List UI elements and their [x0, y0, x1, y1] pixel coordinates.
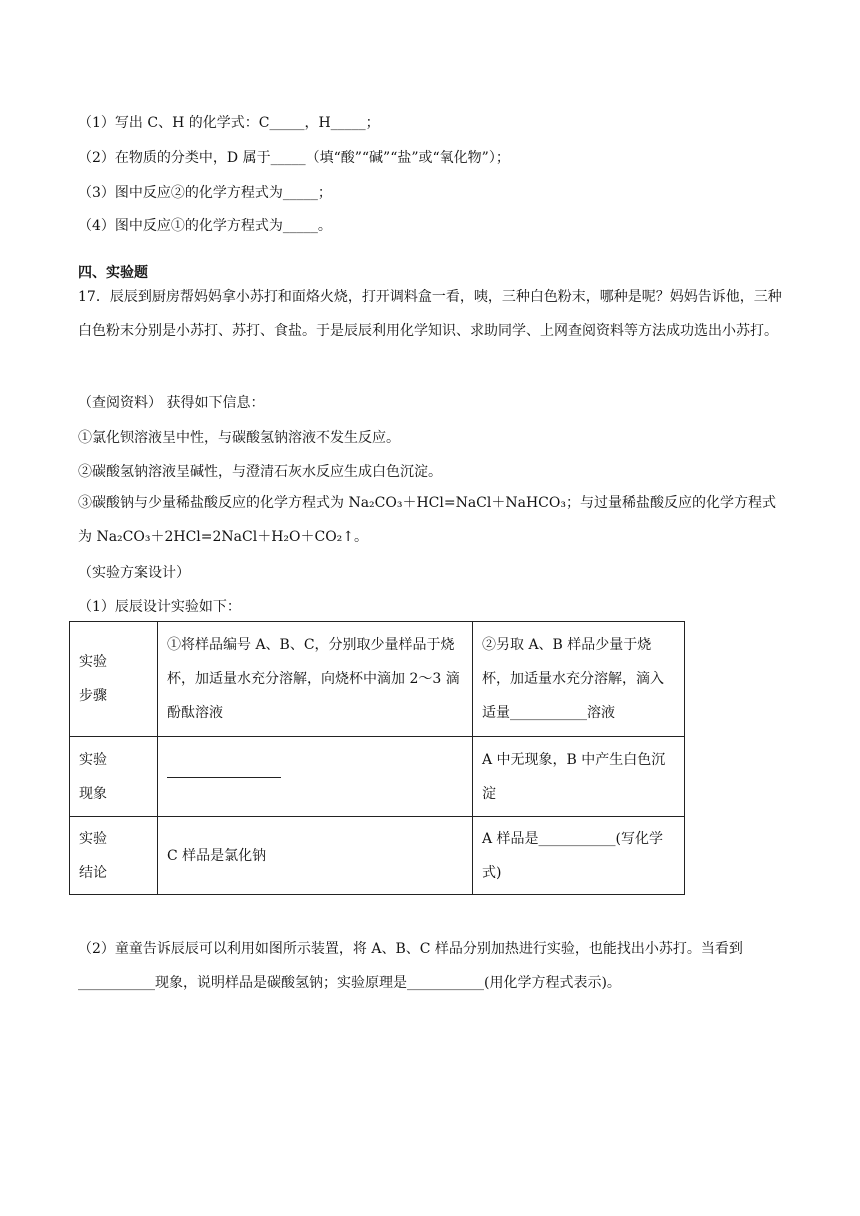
- table-header-conclusion: 实验 结论: [70, 817, 158, 895]
- part1-label: （1）辰辰设计实验如下：: [78, 599, 241, 615]
- question-17-intro: 17．辰辰到厨房帮妈妈拿小苏打和面烙火烧，打开调料盒一看，咦，三种白色粉末，哪种是呢？妈妈告诉他，三种白色粉末分别是小苏打、苏打、食盐。于是辰辰利用化学知识、求助同学、上网查阅资料等方法成功选出小苏打。: [78, 289, 782, 339]
- table-row: [70, 622, 685, 737]
- table-cell-conclusion-2: A 样品是___________(写化学式): [473, 817, 685, 895]
- table-cell-steps-1: ①将样品编号 A、B、C，分别取少量样品于烧杯，加适量水充分溶解，向烧杯中滴加 2～3 滴酚酞溶液: [158, 622, 473, 737]
- table-cell-conclusion-1: C 样品是氯化钠: [158, 817, 473, 895]
- question-16-part-2: （2）在物质的分类中，D 属于_____（填“酸”“碱”“盐”或“氧化物”）；: [78, 150, 510, 166]
- question-16-part-4: （4）图中反应①的化学方程式为_____。: [78, 218, 332, 234]
- part2-text: （2）童童告诉辰辰可以利用如图所示装置，将 A、B、C 样品分别加热进行实验，也能找出小苏打。当看到___________现象，说明样品是碳酸氢钠；实验原理是___________(用化学方程式表示)。: [78, 941, 743, 991]
- table-cell-steps-2: ②另取 A、B 样品少量于烧杯，加适量水充分溶解，滴入适量___________溶液: [473, 622, 685, 737]
- table-cell-phenomenon-1: [158, 737, 473, 817]
- answer-blank: [167, 776, 281, 778]
- table-row: [70, 737, 685, 817]
- question-16-part-3: （3）图中反应②的化学方程式为_____；: [78, 185, 332, 201]
- table-header-steps: 实验 步骤: [70, 622, 158, 737]
- lookup-label: （查阅资料） 获得如下信息：: [78, 395, 265, 411]
- table-header-phenomenon: 实验 现象: [70, 737, 158, 817]
- experiment-table: [69, 621, 685, 895]
- question-16-part-1: （1）写出 C、H 的化学式：C_____，H_____；: [78, 115, 380, 131]
- table-cell-phenomenon-2: A 中无现象，B 中产生白色沉淀: [473, 737, 685, 817]
- section-heading: 四、实验题: [78, 265, 148, 281]
- info-item-3: ③碳酸钠与少量稀盐酸反应的化学方程式为 Na₂CO₃＋HCl=NaCl＋NaHCO₃；与过量稀盐酸反应的化学方程式为 Na₂CO₃＋2HCl=2NaCl＋H₂O＋CO₂↑。: [78, 495, 776, 545]
- design-label: （实验方案设计）: [78, 565, 190, 581]
- table-row: [70, 817, 685, 895]
- info-item-1: ①氯化钡溶液呈中性，与碳酸氢钠溶液不发生反应。: [78, 430, 400, 446]
- info-item-2: ②碳酸氢钠溶液呈碱性，与澄清石灰水反应生成白色沉淀。: [78, 464, 442, 480]
